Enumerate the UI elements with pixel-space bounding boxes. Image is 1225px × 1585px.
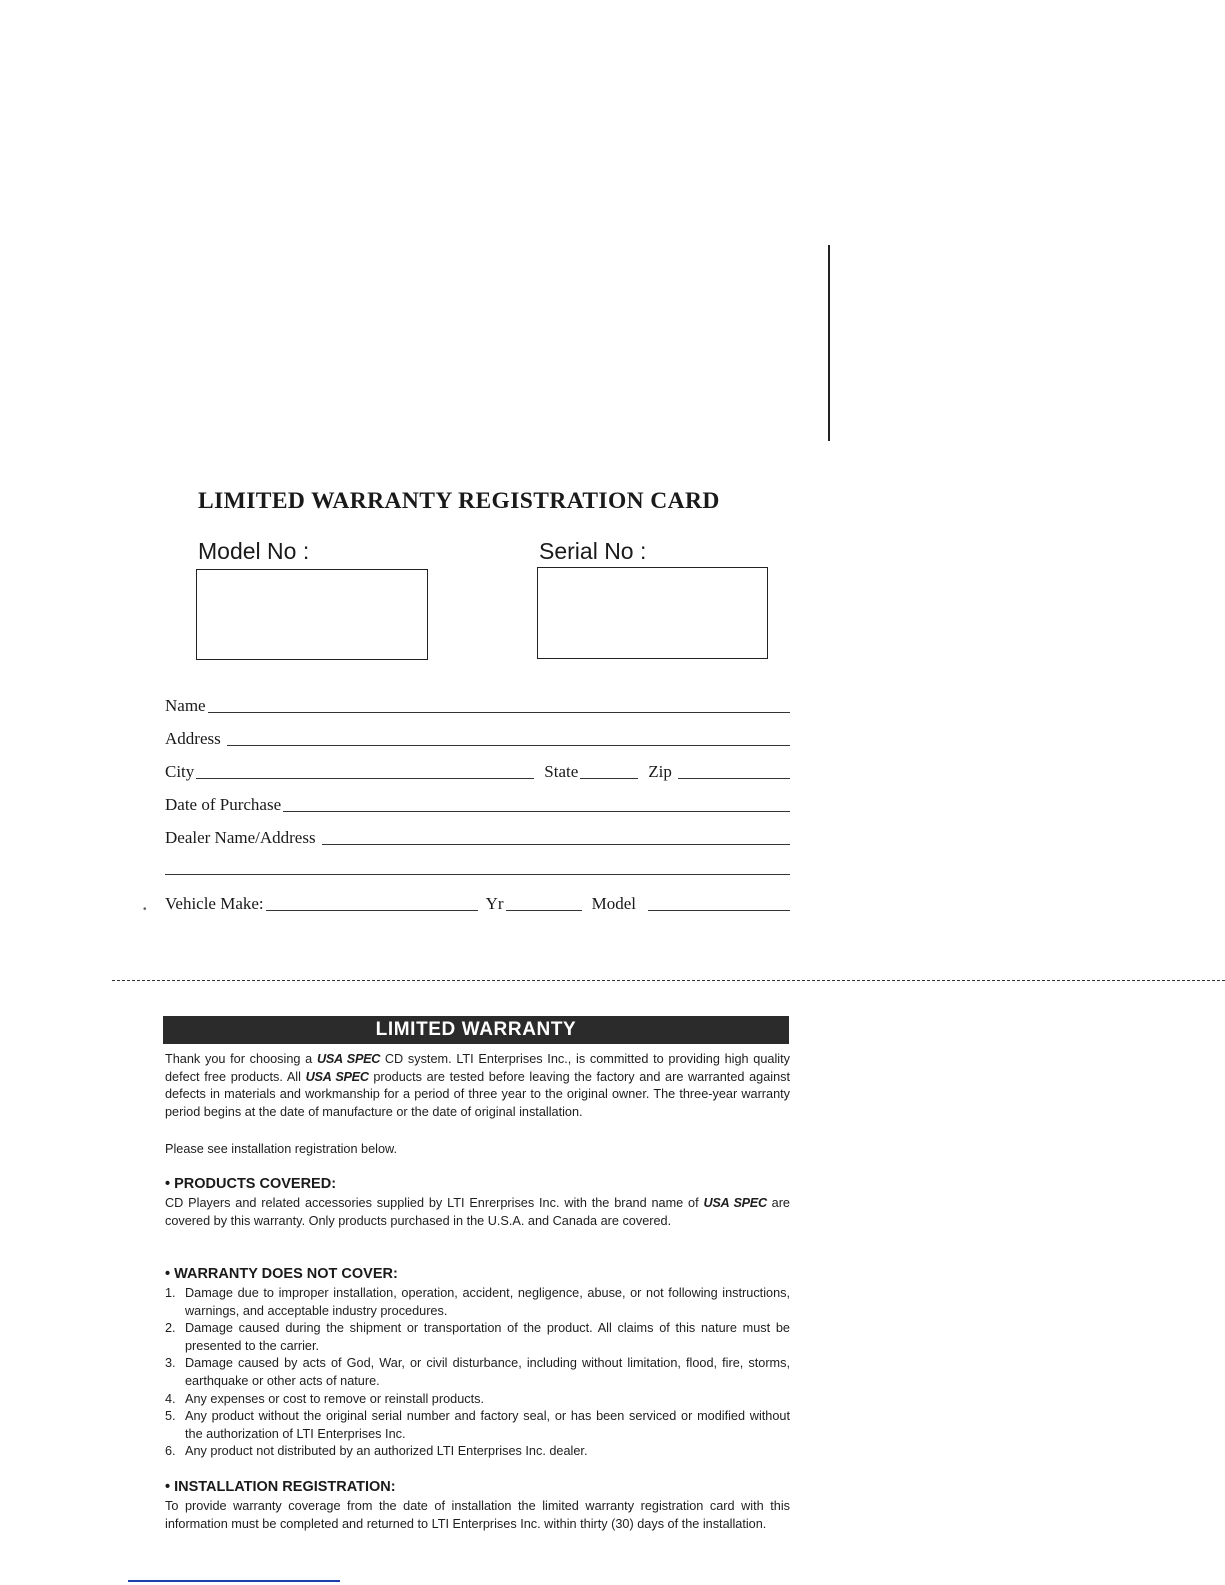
cut-line <box>112 980 1225 981</box>
covered-text-1: CD Players and related accessories supplied by LTI Enrerprises Inc. with the brand name of <box>165 1196 699 1210</box>
list-item: 4. Any expenses or cost to remove or reinstall products. <box>165 1391 484 1406</box>
intro-text-2: CD system. LTI Enterprises Inc., is committed to providing high quality defect free products. All <box>165 1052 790 1084</box>
list-item: 1. Damage due to improper installation, operation, accident, negligence, abuse, or not following instructions, warnings, and acceptable industry procedures. <box>165 1286 790 1318</box>
serial-no-box[interactable] <box>537 567 768 659</box>
address-label: Address <box>165 729 221 748</box>
list-item: 5. Any product without the original serial number and factory seal, or has been serviced or modified without the authorization of LTI Enterprises Inc. <box>165 1409 790 1441</box>
state-field[interactable] <box>580 777 638 779</box>
vehicle-make-label: Vehicle Make: <box>165 894 264 913</box>
date-of-purchase-field[interactable] <box>283 810 790 812</box>
products-covered-paragraph <box>165 1195 790 1230</box>
name-field[interactable] <box>208 711 790 713</box>
model-no-box[interactable] <box>196 569 428 660</box>
list-item: 3. Damage caused by acts of God, War, or civil disturbance, including without limitation, flood, fire, storms, earthquake or other acts of nature. <box>165 1356 790 1388</box>
dealer-field[interactable] <box>322 843 790 845</box>
list-item: 6. Any product not distributed by an authorized LTI Enterprises Inc. dealer. <box>165 1444 588 1459</box>
installation-registration-paragraph: To provide warranty coverage from the date of installation the limited warranty registration card with this information must be completed and returned to LTI Enterprises Inc. within thirty (30) days of the installation. <box>165 1499 790 1531</box>
bottom-edge-mark <box>128 1580 340 1582</box>
state-label: State <box>544 762 579 781</box>
model-no-label: Model No : <box>198 538 310 564</box>
list-item: 2. Damage caused during the shipment or transportation of the product. All claims of this nature must be presented to the carrier. <box>165 1321 790 1353</box>
margin-rule <box>828 245 830 441</box>
zip-label: Zip <box>648 762 672 781</box>
intro-text-3: products are tested before leaving the factory and are warranted against defects in materials and workmanship for a period of three year to the original owner. The three-year warranty period begins at the date of manufacture or the date of original installation. <box>165 1069 790 1119</box>
city-state-zip-row <box>165 756 790 782</box>
serial-no-label: Serial No : <box>539 538 647 564</box>
intro-paragraph <box>165 1051 790 1121</box>
not-covered-list <box>165 1285 790 1461</box>
address-row <box>165 723 790 749</box>
purchase-date-row <box>165 789 790 815</box>
name-row <box>165 690 790 716</box>
intro-note: Please see installation registration below. <box>165 1142 398 1156</box>
city-label: City <box>165 762 195 781</box>
yr-label: Yr <box>485 894 504 913</box>
dealer-label: Dealer Name/Address <box>165 828 316 847</box>
dealer-row <box>165 822 790 848</box>
zip-field[interactable] <box>678 777 790 779</box>
city-field[interactable] <box>196 777 534 779</box>
limited-warranty-banner: LIMITED WARRANTY <box>163 1016 789 1044</box>
date-of-purchase-label: Date of Purchase <box>165 795 282 814</box>
brand-logo: USA SPEC <box>305 1069 369 1084</box>
installation-registration-heading: • INSTALLATION REGISTRATION: <box>165 1479 396 1495</box>
vehicle-make-field[interactable] <box>266 909 478 911</box>
not-covered-heading: • WARRANTY DOES NOT COVER: <box>165 1266 398 1282</box>
yr-field[interactable] <box>506 909 582 911</box>
address-field[interactable] <box>227 744 790 746</box>
vehicle-model-label: Model <box>591 894 636 913</box>
vehicle-row <box>165 888 790 914</box>
dealer-field-line-2[interactable] <box>165 874 790 875</box>
products-covered-heading: • PRODUCTS COVERED: <box>165 1176 337 1192</box>
stray-mark: • <box>143 904 147 915</box>
intro-text-1: Thank you for choosing a <box>165 1052 313 1066</box>
name-label: Name <box>165 696 206 715</box>
card-title: LIMITED WARRANTY REGISTRATION CARD <box>198 488 720 514</box>
brand-logo: USA SPEC <box>316 1052 381 1066</box>
vehicle-model-field[interactable] <box>648 909 790 911</box>
brand-logo: USA SPEC <box>703 1196 767 1210</box>
covered-text-2: are covered by this warranty. Only products purchased in the U.S.A. and Canada are covered. <box>165 1196 790 1228</box>
